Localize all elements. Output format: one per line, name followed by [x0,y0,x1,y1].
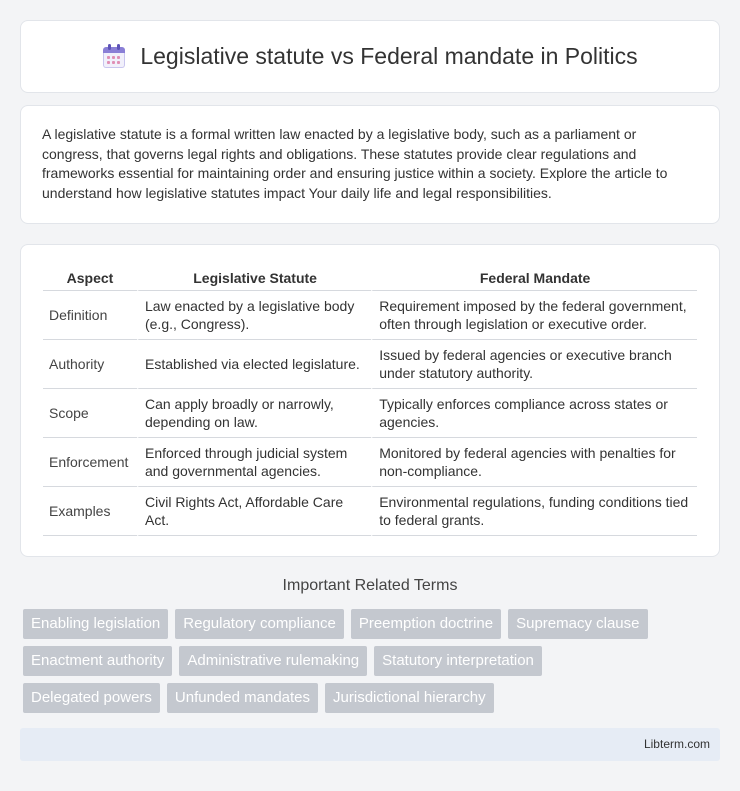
related-terms-title: Important Related Terms [282,577,458,594]
tag-row [23,683,723,713]
footer-brand-link[interactable]: Libterm.com [643,737,710,751]
related-terms-list [23,609,723,720]
comparison-table [43,265,697,536]
row-statute: Can apply broadly or narrowly, depending on law. [137,389,371,438]
row-aspect: Authority [43,340,137,389]
row-mandate: Typically enforces compliance across states or agencies. [371,389,697,438]
row-mandate: Requirement imposed by the federal government, often through legislation or executive order. [371,291,697,340]
row-statute: Civil Rights Act, Affordable Care Act. [137,487,371,536]
tag-row [23,609,723,639]
table-row [43,438,697,487]
tag-enabling-legislation[interactable]: Enabling legislation [23,609,168,639]
intro-text: A legislative statute is a formal written law enacted by a legislative body, such as a parliament or congress, that governs legal rights and obligations. These statutes provide clear regulations and frameworks essential for maintaining order and ensuring justice within a society. Explore the article to understand how legislative statutes impact Your daily life and legal responsibilities. [42,126,668,201]
calendar-icon [102,44,126,70]
row-aspect: Examples [43,487,137,536]
tag-row [23,646,723,676]
tag-administrative-rulemaking[interactable]: Administrative rulemaking [179,646,367,676]
table-row [43,340,697,389]
tag-enactment-authority[interactable]: Enactment authority [23,646,172,676]
footer [20,728,720,761]
row-mandate: Environmental regulations, funding conditions tied to federal grants. [371,487,697,536]
row-aspect: Enforcement [43,438,137,487]
tag-statutory-interpretation[interactable]: Statutory interpretation [374,646,542,676]
tag-delegated-powers[interactable]: Delegated powers [23,683,160,713]
tag-preemption-doctrine[interactable]: Preemption doctrine [351,609,501,639]
row-statute: Enforced through judicial system and governmental agencies. [137,438,371,487]
header-aspect: Aspect [43,265,137,291]
header-card [20,20,720,93]
row-aspect: Scope [43,389,137,438]
tag-jurisdictional-hierarchy[interactable]: Jurisdictional hierarchy [325,683,494,713]
row-aspect: Definition [43,291,137,340]
tag-regulatory-compliance[interactable]: Regulatory compliance [175,609,344,639]
table-row [43,487,697,536]
table-row [43,291,697,340]
tag-supremacy-clause[interactable]: Supremacy clause [508,609,647,639]
header-federal-mandate: Federal Mandate [371,265,697,291]
row-statute: Established via elected legislature. [137,340,371,389]
row-mandate: Monitored by federal agencies with penalties for non-compliance. [371,438,697,487]
comparison-table-card [20,244,720,557]
table-header-row [43,265,697,291]
intro-card [20,105,720,224]
table-row [43,389,697,438]
row-statute: Law enacted by a legislative body (e.g., Congress). [137,291,371,340]
page-title: Legislative statute vs Federal mandate in Politics [140,43,638,69]
tag-unfunded-mandates[interactable]: Unfunded mandates [167,683,318,713]
row-mandate: Issued by federal agencies or executive branch under statutory authority. [371,340,697,389]
header-legislative-statute: Legislative Statute [137,265,371,291]
